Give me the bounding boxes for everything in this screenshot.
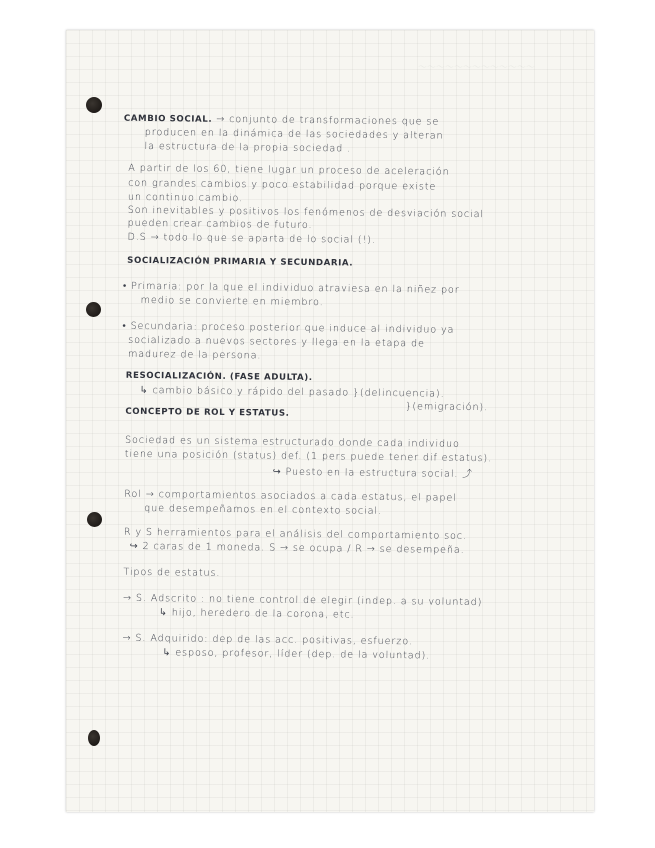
cambio-social-line-1 (124, 113, 439, 128)
socializacion-heading: SOCIALIZACIÓN PRIMARIA Y SECUNDARIA. (127, 255, 354, 269)
bleed-through-text: ～～～～～～～～～～～～～ (418, 63, 536, 73)
adscrito-line-2: ↳ hijo, heredero de la corona, etc. (158, 607, 355, 621)
resocializacion-heading: RESOCIALIZACIÓN. (FASE ADULTA). (125, 370, 313, 384)
cambio-social-line-2: producen en la dinámica de las sociedades y alteran (144, 126, 444, 142)
paragraph-line-6: D.S → todo lo que se aparta de lo social (!). (127, 231, 376, 246)
rol-line-2: que desempeñamos en el contexto social. (144, 502, 383, 517)
primaria-line-2: medio se convierte en miembro. (140, 294, 324, 309)
cambio-social-heading: CAMBIO SOCIAL. (123, 113, 213, 125)
paragraph-line-1: A partir de los 60, tiene lugar un proceso de aceleración (128, 162, 450, 178)
rol-line-1: Rol → comportamientos asociados a cada estatus, el papel (124, 488, 457, 504)
paragraph-line-3: un continuo cambio. (127, 191, 244, 205)
rol-estatus-line-2: tiene una posición (status) def. (1 pers puede tener dif estatus). (124, 448, 493, 465)
adscrito-line-1: → S. Adscrito : no tiene control de elegir (indep. a su voluntad) (122, 592, 483, 609)
tipos-heading: Tipos de estatus. (123, 566, 221, 579)
rol-estatus-line-3: ↪ Puesto en la estructura social. ⤴ (272, 466, 473, 481)
secundaria-line-1: • Secundaria: proceso posterior que induce al individuo ya (122, 320, 455, 336)
primaria-line-1: • Primaria: por la que el individuo atraviesa en la niñez por (122, 280, 460, 296)
cambio-social-line-3: la estructura de la propia sociedad . (144, 140, 352, 155)
punch-hole-1 (86, 97, 102, 113)
rol-estatus-heading: CONCEPTO DE ROL Y ESTATUS. (125, 406, 290, 419)
rol-estatus-line-1: Sociedad es un sistema estructurado donde cada individuo (124, 434, 460, 450)
adquirido-line-2: ↳ esposo, profesor, líder (dep. de la voluntad). (162, 647, 431, 662)
paragraph-line-2: con grandes cambios y poco estabilidad porque existe (128, 177, 437, 193)
notebook-page (66, 30, 594, 812)
rys-line-2: ↪ 2 caras de 1 moneda. S → se ocupa / R → se desempeña. (129, 540, 465, 556)
resocializacion-line-1: ↳ cambio básico y rápido del pasado }(delincuencia). (139, 384, 445, 400)
handwritten-notes (66, 30, 594, 662)
resocializacion-line-2: }(emigración). (405, 401, 489, 414)
cambio-social-definition: → conjunto de transformaciones que se (216, 113, 440, 128)
paragraph-line-5: pueden crear cambios de futuro. (127, 217, 313, 232)
punch-hole-2 (86, 302, 101, 317)
punch-hole-3 (87, 512, 102, 527)
paragraph-line-4: Son inevitables y positivos los fenómenos de desviación social (127, 204, 485, 221)
adquirido-line-1: → S. Adquirido: dep de las acc. positivas, esfuerzo. (122, 632, 413, 648)
rys-line-1: R y S herramientos para el análisis del comportamiento soc. (123, 526, 467, 542)
secundaria-line-2: socializado a nuevos sectores y llega en la etapa de (128, 334, 425, 350)
secundaria-line-3: madurez de la persona. (127, 348, 262, 362)
punch-hole-4 (88, 730, 100, 746)
